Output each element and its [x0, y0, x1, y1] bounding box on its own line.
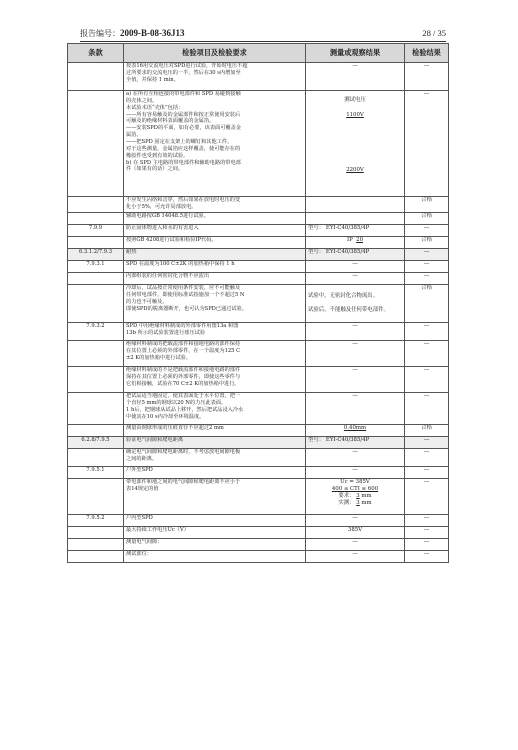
- result-cell: —: [306, 323, 405, 341]
- verdict-cell: 合格: [405, 237, 449, 249]
- inspection-table: [67, 43, 449, 563]
- requirement-cell: 户内型SPD: [124, 515, 306, 527]
- clause-cell: 6.3.1.2/7.9.3: [68, 249, 124, 261]
- col-verdict: 检验结果: [405, 44, 449, 63]
- table-row: [68, 515, 449, 527]
- table-row: [68, 479, 449, 515]
- clause-cell: [68, 91, 124, 197]
- clause-cell: [68, 213, 124, 225]
- result-cell: 试验中，无密封化合物流出。 试验后，不能触及任何带电部件。: [306, 285, 405, 323]
- requirement-cell: SPD 在温度为100 C±2K 的加热箱中保持 1 h: [124, 261, 306, 273]
- verdict-cell: —: [405, 479, 449, 515]
- verdict-cell: 合格: [405, 285, 449, 323]
- clause-cell: [68, 449, 124, 467]
- requirement-cell: 测量由钢球形成的压痕直径不应超过2 mm: [124, 425, 306, 437]
- clause-cell: 7.9.9: [68, 225, 124, 237]
- result-cell: —: [306, 367, 405, 393]
- requirement-cell: 不应发生闪络和击穿，然后如果在放电时电压的变 化小于5%，可允许局部放电。: [124, 197, 306, 213]
- result-cell: 型号： EYI-C40/385/4P: [306, 225, 405, 237]
- result-cell: —: [306, 515, 405, 527]
- result-cell: —: [306, 539, 405, 551]
- result-cell: —: [306, 341, 405, 367]
- table-header-row: [68, 44, 449, 63]
- page-number: 28 / 35: [422, 28, 446, 38]
- clause-cell: [68, 551, 124, 563]
- requirement-cell: 耐热: [124, 249, 306, 261]
- verdict-cell: —: [405, 539, 449, 551]
- header-rule: [80, 41, 446, 42]
- verdict-cell: —: [405, 393, 449, 425]
- clause-cell: [68, 479, 124, 515]
- verdict-cell: —: [405, 91, 449, 197]
- requirement-cell: 内部组装的任何密封化合物不应流出: [124, 273, 306, 285]
- verdict-cell: —: [405, 437, 449, 449]
- table-row: [68, 449, 449, 467]
- table-row: [68, 197, 449, 213]
- table-row: [68, 63, 449, 91]
- requirement-cell: a) 在所有互相连接的带电部件和 SPD 易碰到接触 的壳体之间。 本试验术语“壳体”包括： ——所有容易触及的金属部件和按正常使用安装后 可触及的绝缘材料表面覆盖的金属箔。 ——安装SPD的平面，如有必要，该表面可覆盖金 属箔。 ——把SPD 固定在支架上的螺钉和其他工件。 对于这些测量，金属箔应这样覆盖，使可能存在的 橡胶件也受到有效的试验。 b) 在 SPD 主电路的带电部件和辅助电路的带电部 件（如果有的话）之间。: [124, 91, 306, 197]
- requirement-cell: 绝缘材料制成的不是把载流部件和接地电路的部件 保持在其位置上必须的外部零件，即使这些零件与 它们相接触，试验在70 C±2 K的加热箱中进行。: [124, 367, 306, 393]
- table-row: [68, 323, 449, 341]
- requirement-cell: 按表16用交流电压对SPD进行试验，开始时电压不超 过所要求的交流电压的一半，然后在30 s内增加至 全值，并保持 1 min。: [124, 63, 306, 91]
- col-clause: 条款: [68, 44, 124, 63]
- requirement-cell: 防止固体物进入和水的有害进入: [124, 225, 306, 237]
- verdict-cell: 合格: [405, 197, 449, 213]
- verdict-cell: —: [405, 515, 449, 527]
- requirement-cell: 辅助电路按GB 14048.5进行试验。: [124, 213, 306, 225]
- requirement-cell: 带电部件和地之间的电气间隙和爬电距离不应小于 表14规定的值: [124, 479, 306, 515]
- clause-cell: [68, 285, 124, 323]
- requirement-cell: 验证电气间隙和爬电距离: [124, 437, 306, 449]
- table-row: [68, 273, 449, 285]
- result-cell: 0.40mm: [306, 425, 405, 437]
- result-cell: 型号： EYI-C40/385/4P: [306, 249, 405, 261]
- report-number-value: 2009-B-08-36J13: [120, 28, 185, 38]
- clause-cell: 7.9.5.1: [68, 467, 124, 479]
- result-cell: —: [306, 393, 405, 425]
- clause-cell: [68, 197, 124, 213]
- verdict-cell: —: [405, 225, 449, 237]
- clause-cell: 7.9.3.2: [68, 323, 124, 341]
- verdict-cell: —: [405, 63, 449, 91]
- requirement-cell: 冷却后，试品按正常使用条件安装，应不可能触及 任何带电部件，即使用标准试指施加一个不超过5 N 的力也不可触及。 即使SPD的脱离器断开，也可认为SPD已通过试验。: [124, 285, 306, 323]
- table-row: [68, 467, 449, 479]
- page-header: [80, 28, 446, 42]
- verdict-cell: 合格: [405, 213, 449, 225]
- requirement-cell: 确定电气间隙和爬电距离时，不考虑放电间隙电极 之间的距离。: [124, 449, 306, 467]
- result-cell: [306, 213, 405, 225]
- requirement-cell: SPD 中用绝缘材料制成的外部零件用图13a 和图 13b 所示的试验装置进行球压试验: [124, 323, 306, 341]
- clause-cell: [68, 539, 124, 551]
- result-cell: 型号： EYI-C40/385/4P: [306, 437, 405, 449]
- verdict-cell: —: [405, 551, 449, 563]
- table-row: [68, 527, 449, 539]
- clause-cell: 7.9.5.2: [68, 515, 124, 527]
- result-cell: —: [306, 273, 405, 285]
- table-row: [68, 341, 449, 367]
- col-result: 测量或观察结果: [306, 44, 405, 63]
- result-cell: IP 20: [306, 237, 405, 249]
- table-row: [68, 213, 449, 225]
- clause-cell: [68, 425, 124, 437]
- result-cell: —: [306, 551, 405, 563]
- table-row: [68, 393, 449, 425]
- requirement-cell: 按照GB 4208进行试验和检验IP代码。: [124, 237, 306, 249]
- report-number: [80, 28, 185, 39]
- clause-cell: [68, 367, 124, 393]
- verdict-cell: —: [405, 527, 449, 539]
- result-cell: —: [306, 467, 405, 479]
- verdict-cell: —: [405, 467, 449, 479]
- requirement-cell: 最大持续工作电压Uc（V）: [124, 527, 306, 539]
- table-row: [68, 437, 449, 449]
- table-row: [68, 249, 449, 261]
- table-row: [68, 425, 449, 437]
- result-cell: —: [306, 261, 405, 273]
- clause-cell: 6.2.8/7.9.5: [68, 437, 124, 449]
- clause-cell: [68, 273, 124, 285]
- table-row: [68, 225, 449, 237]
- clause-cell: [68, 393, 124, 425]
- table-row: [68, 551, 449, 563]
- result-cell: 385V: [306, 527, 405, 539]
- report-number-label: 报告编号：: [80, 29, 120, 38]
- verdict-cell: 合格: [405, 425, 449, 437]
- verdict-cell: —: [405, 261, 449, 273]
- verdict-cell: —: [405, 367, 449, 393]
- table-row: [68, 367, 449, 393]
- verdict-cell: —: [405, 323, 449, 341]
- result-cell: 测试电压 1100V 2200V: [306, 91, 405, 197]
- requirement-cell: 测试部位：: [124, 551, 306, 563]
- clause-cell: [68, 527, 124, 539]
- requirement-cell: 绝缘材料制成的把载流部件和接地电路的部件保持 在其位置上必须的外部零件，在一个温度为125 C ±2 K的加热箱中进行试验。: [124, 341, 306, 367]
- clause-cell: [68, 237, 124, 249]
- verdict-cell: —: [405, 449, 449, 467]
- clause-cell: 7.9.3.1: [68, 261, 124, 273]
- result-cell: Uc = 385V 400 ≤ CTI ≤ 600 要求： 3 mm 实测： 3 mm: [306, 479, 405, 515]
- table-row: [68, 91, 449, 197]
- clause-cell: [68, 341, 124, 367]
- table-row: [68, 285, 449, 323]
- requirement-cell: 户外型SPD: [124, 467, 306, 479]
- result-cell: [306, 197, 405, 213]
- result-cell: —: [306, 63, 405, 91]
- requirement-cell: 把试品适当地固定，使其表面处于水平位置，把一 个直径5 mm的钢球以20 N的力压此表面。 1 h后，把钢球从试品上移开，然后把试品浸入冷水 中使其在10 s内冷却至环境温度。: [124, 393, 306, 425]
- result-cell: —: [306, 449, 405, 467]
- verdict-cell: —: [405, 341, 449, 367]
- table-row: [68, 261, 449, 273]
- verdict-cell: —: [405, 273, 449, 285]
- table-row: [68, 237, 449, 249]
- clause-cell: [68, 63, 124, 91]
- col-requirement: 检验项目及检验要求: [124, 44, 306, 63]
- verdict-cell: —: [405, 249, 449, 261]
- requirement-cell: 测量电气间隙：: [124, 539, 306, 551]
- table-row: [68, 539, 449, 551]
